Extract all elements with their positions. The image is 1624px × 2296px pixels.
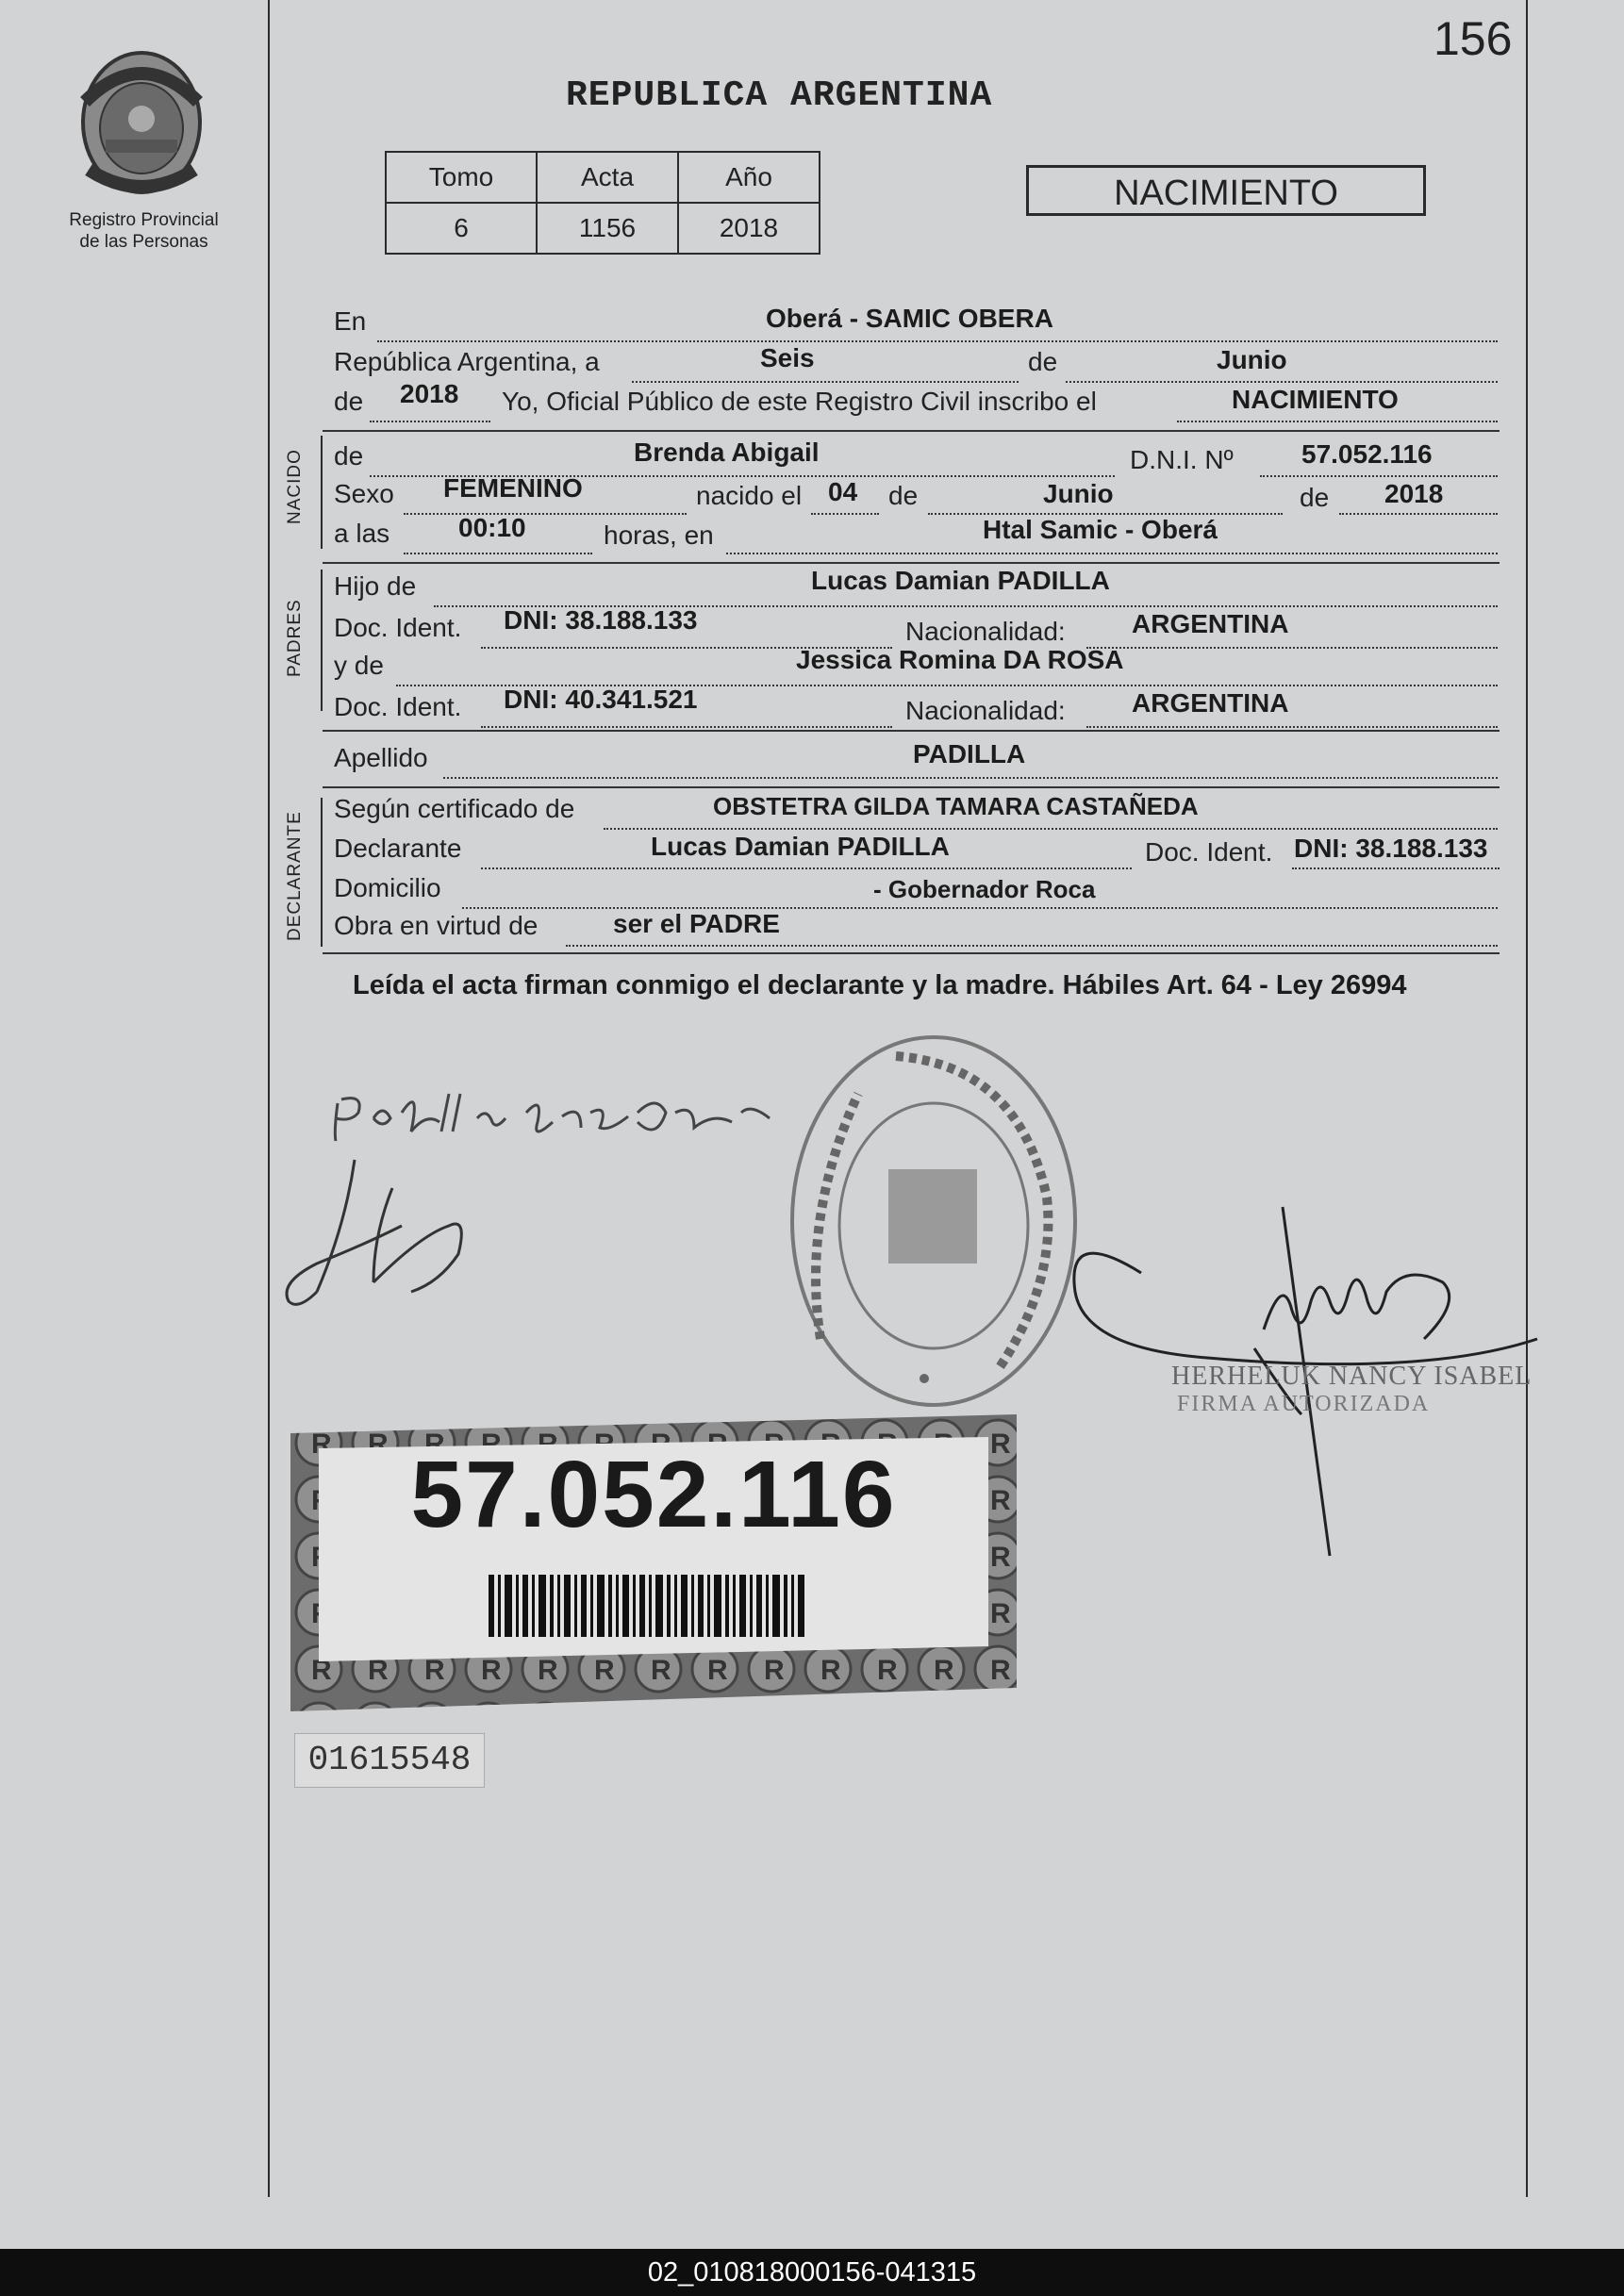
- section-label-declarante: DECLARANTE: [285, 811, 305, 941]
- value-birth-year: 2018: [1384, 479, 1444, 508]
- caption-line-1: Registro Provincial: [69, 210, 219, 230]
- value-year: 2018: [400, 379, 459, 408]
- dotted-line: [370, 421, 490, 422]
- dotted-line: [481, 726, 892, 728]
- province-logo: [66, 45, 217, 196]
- dotted-line: [1086, 726, 1498, 728]
- value-child-name: Brenda Abigail: [634, 438, 820, 467]
- value-month: Junio: [1217, 345, 1287, 374]
- label-nacionalidad-father: Nacionalidad:: [905, 617, 1066, 646]
- label-horas-en: horas, en: [604, 520, 714, 550]
- dotted-line: [1260, 475, 1498, 477]
- label-de-month: de: [888, 481, 919, 510]
- dotted-line: [377, 340, 1498, 342]
- label-nacionalidad-mother: Nacionalidad:: [905, 696, 1066, 725]
- value-birth-day: 04: [828, 477, 858, 506]
- dni-sticker: [290, 1414, 1017, 1711]
- value-mother-nationality: ARGENTINA: [1132, 688, 1289, 718]
- certificate-type-box: NACIMIENTO: [1026, 165, 1426, 216]
- value-declarante: Lucas Damian PADILLA: [651, 832, 950, 861]
- section-bracket: [321, 436, 323, 549]
- registry-round-stamp: [783, 1028, 1085, 1414]
- dotted-line: [604, 828, 1498, 830]
- section-bracket: [321, 570, 323, 711]
- label-de-year: de: [334, 387, 364, 416]
- dotted-line: [404, 513, 687, 515]
- label-yo: Yo, Oficial Público de este Registro Civil inscribo el: [502, 387, 1097, 416]
- section-label-nacido: NACIDO: [285, 449, 305, 524]
- dotted-line: [1339, 513, 1498, 515]
- value-sexo: FEMENINO: [443, 473, 583, 503]
- dotted-line: [632, 381, 1019, 383]
- value-certificate: OBSTETRA GILDA TAMARA CASTAÑEDA: [713, 792, 1199, 820]
- value-mother-doc: DNI: 40.341.521: [504, 685, 698, 714]
- label-a-las: a las: [334, 519, 390, 548]
- footer-code: 02_010818000156-041315: [647, 2257, 977, 2288]
- anio-header: Año: [678, 152, 820, 203]
- label-en: En: [334, 306, 367, 336]
- value-father-doc: DNI: 38.188.133: [504, 605, 698, 635]
- value-apellido: PADILLA: [913, 739, 1026, 768]
- label-doc-ident-declarante: Doc. Ident.: [1145, 837, 1273, 867]
- value-birth-month: Junio: [1043, 479, 1114, 508]
- dotted-line: [566, 945, 1498, 947]
- tomo-value: 6: [386, 203, 537, 254]
- dotted-line: [1066, 381, 1498, 383]
- section-rule: [323, 430, 1500, 432]
- section-rule: [323, 786, 1500, 788]
- label-doc-ident-mother: Doc. Ident.: [334, 692, 462, 721]
- document-header: REPUBLICA ARGENTINA: [566, 75, 993, 116]
- logo-caption: [38, 209, 250, 253]
- tomo-header: Tomo: [386, 152, 537, 203]
- value-birth-time: 00:10: [458, 513, 526, 542]
- label-sexo: Sexo: [334, 479, 394, 508]
- acta-header: Acta: [537, 152, 678, 203]
- registry-table: [385, 151, 820, 255]
- section-rule: [323, 562, 1500, 564]
- declarant-signature: [279, 1075, 807, 1339]
- label-domicilio: Domicilio: [334, 873, 441, 902]
- label-apellido: Apellido: [334, 743, 428, 772]
- value-mother-name: Jessica Romina DA ROSA: [796, 645, 1124, 674]
- section-label-padres: PADRES: [285, 599, 305, 677]
- label-nacido-el: nacido el: [696, 481, 803, 510]
- page-number: 156: [1433, 12, 1513, 65]
- anio-value: 2018: [678, 203, 820, 254]
- acta-value: 1156: [537, 203, 678, 254]
- label-republica: República Argentina, a: [334, 347, 600, 376]
- value-obra: ser el PADRE: [613, 909, 780, 938]
- serial-number: 01615548: [294, 1733, 485, 1788]
- dotted-line: [404, 553, 592, 554]
- label-y-de: y de: [334, 651, 384, 680]
- label-doc-ident-father: Doc. Ident.: [334, 613, 462, 642]
- label-de-name: de: [334, 441, 364, 471]
- value-father-name: Lucas Damian PADILLA: [811, 566, 1110, 595]
- label-segun-certificado: Según certificado de: [334, 794, 575, 823]
- right-margin-rule: [1526, 0, 1528, 2197]
- value-declarante-doc: DNI: 38.188.133: [1294, 834, 1488, 863]
- section-rule: [323, 952, 1500, 954]
- section-bracket: [321, 798, 323, 947]
- sticker-dni-number: 57.052.116: [410, 1442, 897, 1547]
- value-domicilio: - Gobernador Roca: [873, 875, 1096, 903]
- value-place: Oberá - SAMIC OBERA: [766, 304, 1053, 333]
- label-de-birth-year: de: [1300, 483, 1330, 512]
- dotted-line: [811, 513, 879, 515]
- footer-code-bar: [0, 2249, 1624, 2296]
- value-day-word: Seis: [760, 343, 815, 372]
- left-margin-rule: [268, 0, 270, 2197]
- value-birth-place: Htal Samic - Oberá: [983, 515, 1218, 544]
- dotted-line: [1086, 647, 1498, 649]
- dotted-line: [1177, 421, 1498, 422]
- label-hijo-de: Hijo de: [334, 571, 417, 601]
- label-de: de: [1028, 347, 1058, 376]
- dotted-line: [481, 867, 1132, 869]
- label-obra-en-virtud: Obra en virtud de: [334, 911, 539, 940]
- section-rule: [323, 730, 1500, 732]
- dotted-line: [443, 777, 1498, 779]
- value-father-nationality: ARGENTINA: [1132, 609, 1289, 638]
- label-declarante: Declarante: [334, 834, 462, 863]
- official-stamp-title: FIRMA AUTORIZADA: [1177, 1392, 1431, 1416]
- dotted-line: [726, 553, 1498, 554]
- caption-line-2: de las Personas: [79, 232, 208, 252]
- official-stamp-name: HERHELUK NANCY ISABEL: [1171, 1362, 1533, 1391]
- closing-note: Leída el acta firman conmigo el declarante y la madre. Hábiles Art. 64 - Ley 26994: [353, 970, 1407, 1000]
- label-dni: D.N.I. Nº: [1130, 445, 1234, 474]
- value-child-dni: 57.052.116: [1301, 439, 1433, 469]
- dotted-line: [1292, 867, 1500, 869]
- value-inscribo: NACIMIENTO: [1232, 385, 1399, 414]
